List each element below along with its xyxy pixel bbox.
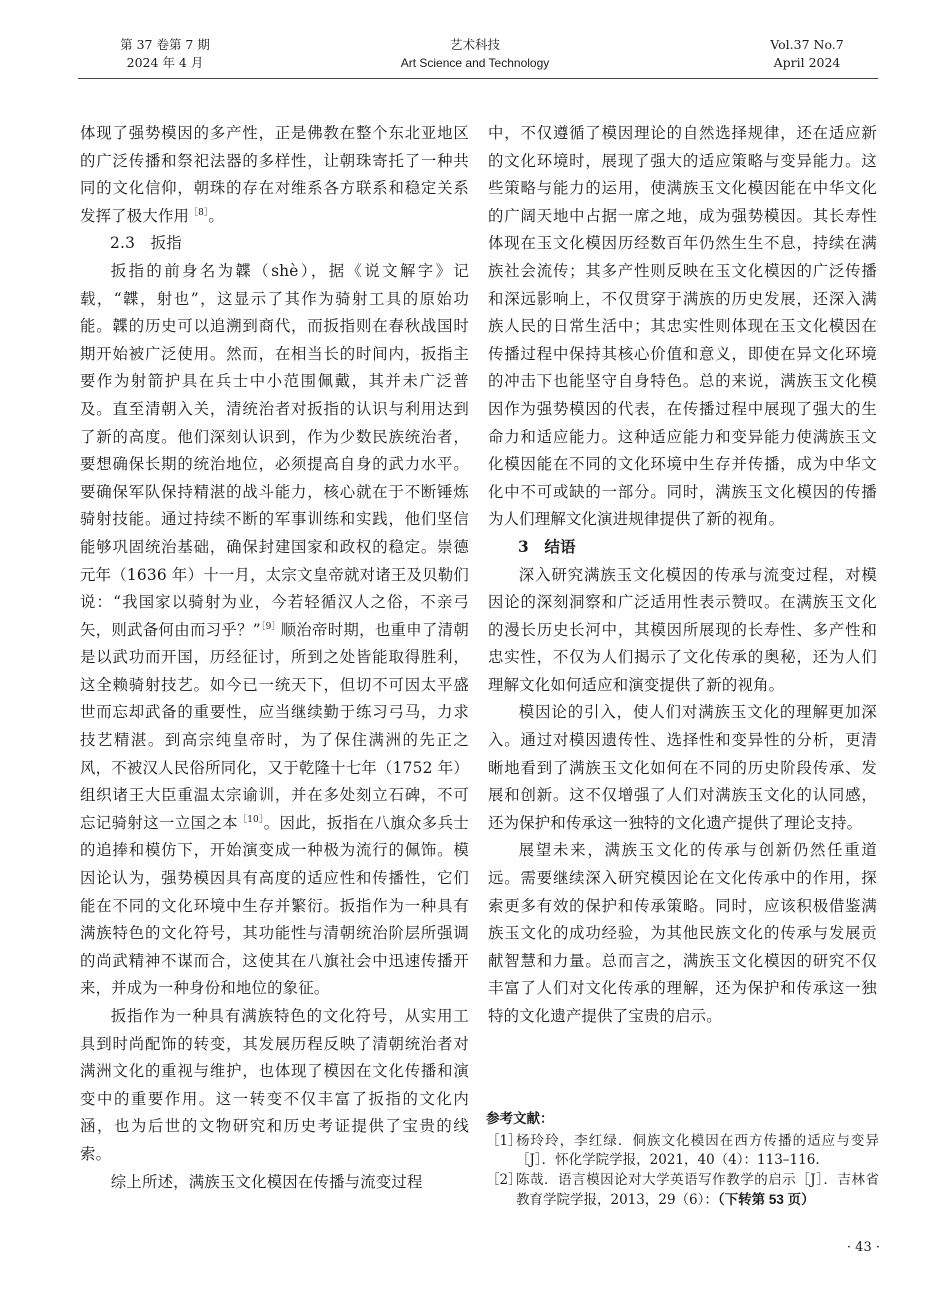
reference-text: 陈哉．语言模因论对大学英语写作教学的启示［J］．吉林省教育学院学报，2013，29（6）： (516, 1171, 879, 1208)
page-header (0, 36, 950, 76)
reference-number: ［1］ (486, 1132, 522, 1149)
references-title: 参考文献： (486, 1111, 554, 1127)
header-rule (78, 78, 878, 79)
paragraph: 展望未来，满族玉文化的传承与创新仍然任重道远。需要继续深入研究模因论在文化传承中的作用，探索更多有效的保护和传承策略。同时，应该积极借鉴满族玉文化的成功经验，为其他民族文化的传承与发展贡献智慧和力量。总而言之，满族玉文化模因的研究不仅丰富了人们对文化传承的理解，还为保护和传承这一独特的文化遗产提供了宝贵的启示。 (488, 841, 877, 1025)
paragraph: 深入研究满族玉文化模因的传承与流变过程，对模因论的深刻洞察和广泛适用性表示赞叹。在满族玉文化的漫长历史长河中，其模因所展现的长寿性、多产性和忠实性，不仅为人们揭示了文化传承的奥秘，还为人们理解文化如何适应和演变提供了新的视角。 (488, 565, 877, 694)
reference-text: 杨玲玲，李红绿．侗族文化模因在西方传播的适应与变异［J］．怀化学院学报，2021，40（4）：113–116. (516, 1132, 879, 1168)
paragraph: 体现了强势模因的多产性，正是佛教在整个东北亚地区的广泛传播和祭祀法器的多样性，让朝珠寄托了一种共同的文化信仰，朝珠的存在对维系各方联系和稳定关系发挥了极大作用$^{[8]}$。 (80, 124, 469, 225)
section-heading-2-3: 2.3 扳指 (110, 234, 182, 253)
citation[interactable]: ［10］ (238, 814, 264, 825)
citation[interactable]: ［8］ (189, 207, 209, 218)
section-heading-conclusion: 3 结语 (518, 537, 576, 556)
citation[interactable]: ［9］ (260, 621, 281, 632)
reference-item (486, 1171, 879, 1211)
journal-volume-info-en: Vol.37 No.7 April 2024 (770, 37, 844, 70)
paragraph: 扳指的前身名为韘（shè），据《说文解字》记载，“韘，射也”，这显示了其作为骑射工具的原始功能。韘的历史可以追溯到商代，而扳指则在春秋战国时期开始被广泛使用。然而，在相当长的时间内，扳指主要作为射箭护具在兵士中小范围佩戴，其并未广泛普及。直至清朝入关，清统治者对扳指的认识与利用达到了新的高度。他们深刻认识到，作为少数民族统治者，要想确保长期的统治地位，必须提高自身的武力水平。要确保军队保持精湛的战斗能力，核心就在于不断锤炼骑射技能。通过持续不断的军事训练和实践，他们坚信能够巩固统治基础，确保封建国家和政权的稳定。崇德元年（1636 年）十一月，太宗文皇帝就对诸王及贝勒们说：“我国家以骑射为业，今若轻循汉人之俗，不亲弓矢，则武备何由而习乎？”$^{[9]}$顺治帝时期，也重申了清朝是以武功而开国，历经征讨，所到之处皆能取得胜利，这全赖骑射技艺。如今已一统天下，但切不可因太平盛世而忘却武备的重要性，应当继续勤于练习弓马，力求技艺精湛。到高宗纯皇帝时，为了保住满洲的先正之风，不被汉人民俗所同化，又于乾隆十七年（1752 年）组织诸王大臣重温太宗谕训，并在多处刻立石碑，不可忘记骑射这一立国之本$^{[10]}$。因此，扳指在八旗众多兵士的追捧和模仿下，开始演变成一种极为流行的佩饰。模因论认为，强势模因具有高度的适应性和传播性，它们能在不同的文化环境中生存并繁衍。扳指作为一种具有满族特色的文化符号，其功能性与清朝统治阶层所强调的尚武精神不谋而合，这使其在八旗社会中迅速传播开来，并成为一种身份和地位的象征。 (80, 261, 469, 998)
left-column (80, 120, 469, 1196)
reference-item (486, 1132, 879, 1171)
paragraph: 模因论的引入，使人们对满族玉文化的理解更加深入。通过对模因遗传性、选择性和变异性的分析，更清晰地看到了满族玉文化如何在不同的历史阶段传承、发展和创新。这不仅增强了人们对满族玉文化的认同感，还为保护和传承这一独特的文化遗产提供了理论支持。 (488, 703, 877, 832)
paragraph: 综上所述，满族玉文化模因在传播与流变过程 (110, 1172, 423, 1191)
references (486, 1110, 879, 1211)
journal-volume-info: 第 37 卷第 7 期 2024 年 4 月 (120, 37, 210, 70)
page-number: · 43 · (846, 1240, 880, 1255)
journal-title: 艺术科技 Art Science and Technology (400, 37, 550, 70)
paragraph: 中，不仅遵循了模因理论的自然选择规律，还在适应新的文化环境时，展现了强大的适应策略与变异能力。这些策略与能力的运用，使满族玉文化模因能在中华文化的广阔天地中占据一席之地，成为强势模因。其长寿性体现在玉文化模因历经数百年仍然生生不息，持续在满族社会流传；其多产性则反映在玉文化模因的广泛传播和深远影响上，不仅贯穿于满族的历史发展，还深入满族人民的日常生活中；其忠实性则体现在玉文化模因在传播过程中保持其核心价值和意义，即使在异文化环境的冲击下也能坚守自身特色。总的来说，满族玉文化模因作为强势模因的代表，在传播过程中展现了强大的生命力和适应能力。这种适应能力和变异能力使满族玉文化模因能在不同的文化环境中生存并传播，成为中华文化中不可或缺的一部分。同时，满族玉文化模因的传播为人们理解文化演进规律提供了新的视角。 (488, 124, 877, 529)
reference-number: ［2］ (486, 1171, 522, 1188)
continued-note: （下转第 53 页） (717, 1192, 815, 1207)
paragraph: 扳指作为一种具有满族特色的文化符号，从实用工具到时尚配饰的转变，其发展历程反映了清朝统治者对满洲文化的重视与维护，也体现了模因在文化传播和演变中的重要作用。这一转变不仅丰富了扳指的文化内涵，也为后世的文物研究和历史考证提供了宝贵的线索。 (80, 1007, 469, 1163)
right-column (488, 120, 877, 1031)
